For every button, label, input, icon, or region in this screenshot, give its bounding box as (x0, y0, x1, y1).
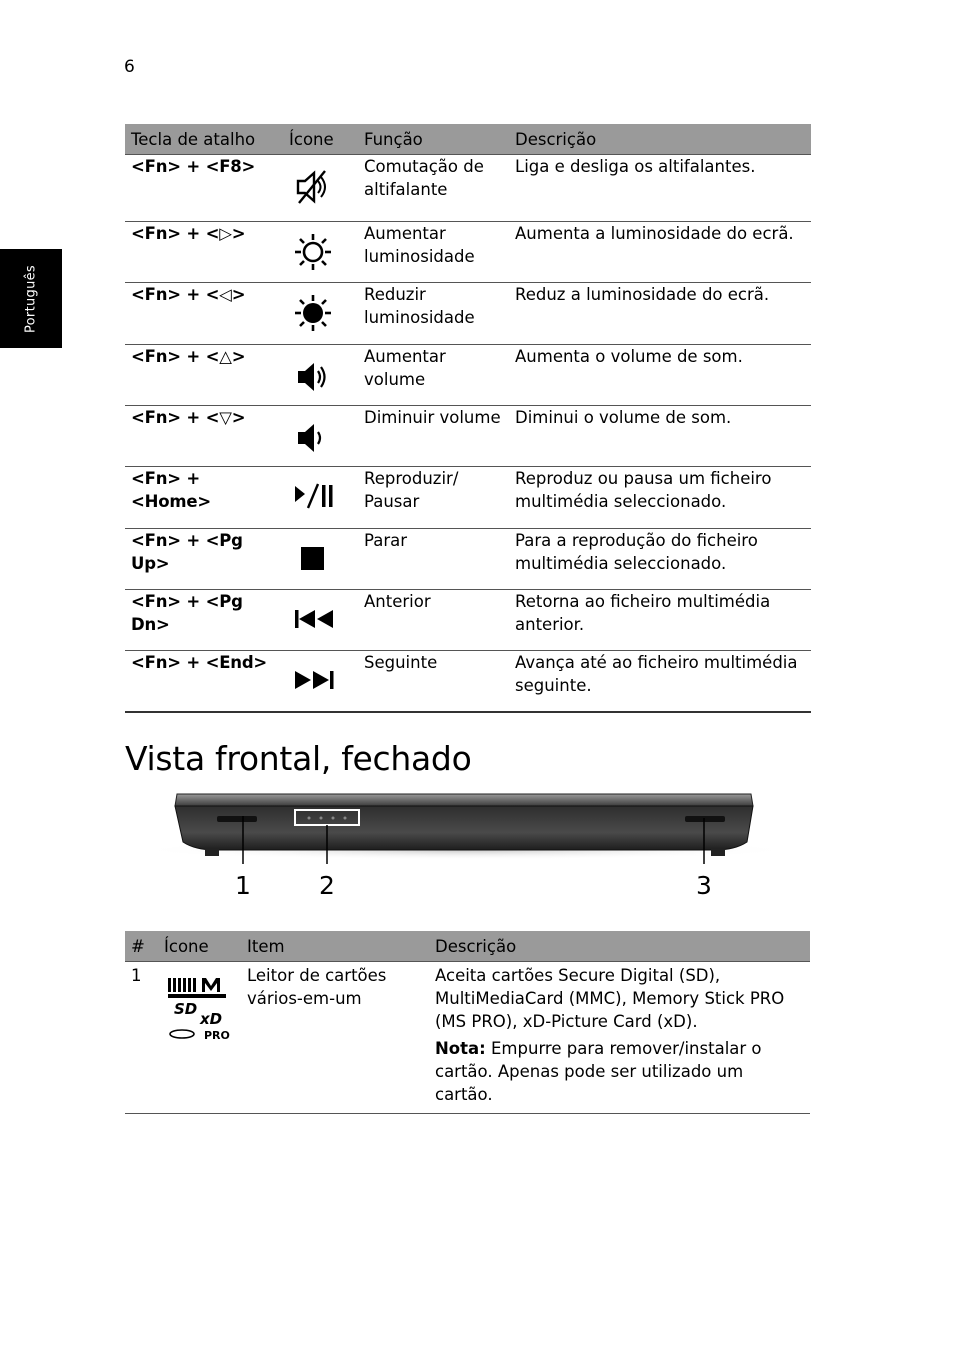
play-pause-icon (283, 467, 358, 529)
shortcut-key: <Fn> + <△> (131, 347, 246, 366)
table-row (125, 222, 811, 283)
header-item: Item (241, 931, 429, 962)
shortcut-key: <Fn> + <▷> (131, 224, 246, 243)
items-table (125, 931, 810, 1114)
next-icon (283, 651, 358, 712)
stop-icon (283, 529, 358, 590)
item-description-cell (429, 962, 810, 1114)
shortcut-function: Reproduzir/ Pausar (364, 469, 459, 511)
table-row (125, 529, 811, 590)
shortcut-function: Aumentar luminosidade (364, 224, 475, 266)
shortcut-description: Aumenta a luminosidade do ecrã. (515, 224, 794, 243)
shortcut-key: <Fn> + <End> (131, 653, 268, 672)
header-icon: Ícone (158, 931, 241, 962)
language-side-tab (0, 249, 62, 348)
item-note (435, 1037, 804, 1106)
volume-up-icon (283, 345, 358, 406)
item-number: 1 (131, 966, 142, 985)
shortcut-function: Anterior (364, 592, 431, 611)
header-icon: Ícone (283, 124, 358, 155)
header-description: Descrição (509, 124, 811, 155)
language-label: Português (23, 264, 39, 333)
shortcut-key: <Fn> + <▽> (131, 408, 246, 427)
laptop-front-closed-illustration (135, 788, 795, 872)
shortcut-key: <Fn> + <◁> (131, 285, 246, 304)
shortcut-description: Reduz a luminosidade do ecrã. (515, 285, 770, 304)
shortcut-description: Retorna ao ficheiro multimédia anterior. (515, 592, 771, 634)
items-table-header (125, 931, 810, 962)
table-row (125, 467, 811, 529)
shortcut-description: Avança até ao ficheiro multimédia seguinte. (515, 653, 798, 695)
brightness-down-icon (283, 283, 358, 345)
shortcut-key: <Fn> + <F8> (131, 157, 256, 176)
header-description: Descrição (429, 931, 810, 962)
table-row (125, 345, 811, 406)
shortcut-function: Seguinte (364, 653, 438, 672)
section-title: Vista frontal, fechado (125, 739, 472, 778)
volume-down-icon (283, 406, 358, 467)
table-row (125, 590, 811, 651)
note-text: Empurre para remover/instalar o cartão. Apenas pode ser utilizado um cartão. (435, 1039, 762, 1104)
svg-text:xD: xD (200, 1010, 223, 1028)
shortcut-function: Diminuir volume (364, 408, 501, 427)
header-number: # (125, 931, 158, 962)
header-key: Tecla de atalho (125, 124, 283, 155)
item-description: Aceita cartões Secure Digital (SD), MultiMediaCard (MMC), Memory Stick PRO (MS PRO), xD-Picture Card (xD). (435, 966, 785, 1031)
speaker-toggle-icon (283, 155, 358, 222)
shortcut-table (125, 124, 811, 713)
shortcut-key: <Fn> + <Home> (131, 469, 211, 511)
shortcut-function: Aumentar volume (364, 347, 446, 389)
table-row (125, 283, 811, 345)
note-label: Nota: (435, 1039, 486, 1058)
shortcut-description: Aumenta o volume de som. (515, 347, 743, 366)
table-row (125, 962, 810, 1114)
callout-3: 3 (696, 871, 712, 900)
shortcut-description: Para a reprodução do ficheiro multimédia seleccionado. (515, 531, 758, 573)
header-function: Função (358, 124, 509, 155)
previous-icon (283, 590, 358, 651)
svg-text:PRO: PRO (204, 1029, 230, 1042)
item-name: Leitor de cartões vários-em-um (247, 966, 387, 1008)
page-number: 6 (124, 57, 135, 77)
brightness-up-icon (283, 222, 358, 283)
shortcut-function: Comutação de altifalante (364, 157, 484, 199)
callout-2: 2 (319, 871, 335, 900)
shortcut-description: Liga e desliga os altifalantes. (515, 157, 756, 176)
shortcut-function: Parar (364, 531, 407, 550)
shortcut-key: <Fn> + <Pg Up> (131, 531, 243, 573)
table-row (125, 406, 811, 467)
shortcut-function: Reduzir luminosidade (364, 285, 475, 327)
shortcut-description: Diminui o volume de som. (515, 408, 732, 427)
table-row (125, 651, 811, 712)
svg-text:SD: SD (174, 1000, 198, 1018)
table-row (125, 155, 811, 222)
shortcut-key: <Fn> + <Pg Dn> (131, 592, 243, 634)
shortcut-description: Reproduz ou pausa um ficheiro multimédia seleccionado. (515, 469, 772, 511)
callout-1: 1 (235, 871, 251, 900)
shortcut-table-header (125, 124, 811, 155)
card-reader-logos-icon (158, 962, 241, 1114)
